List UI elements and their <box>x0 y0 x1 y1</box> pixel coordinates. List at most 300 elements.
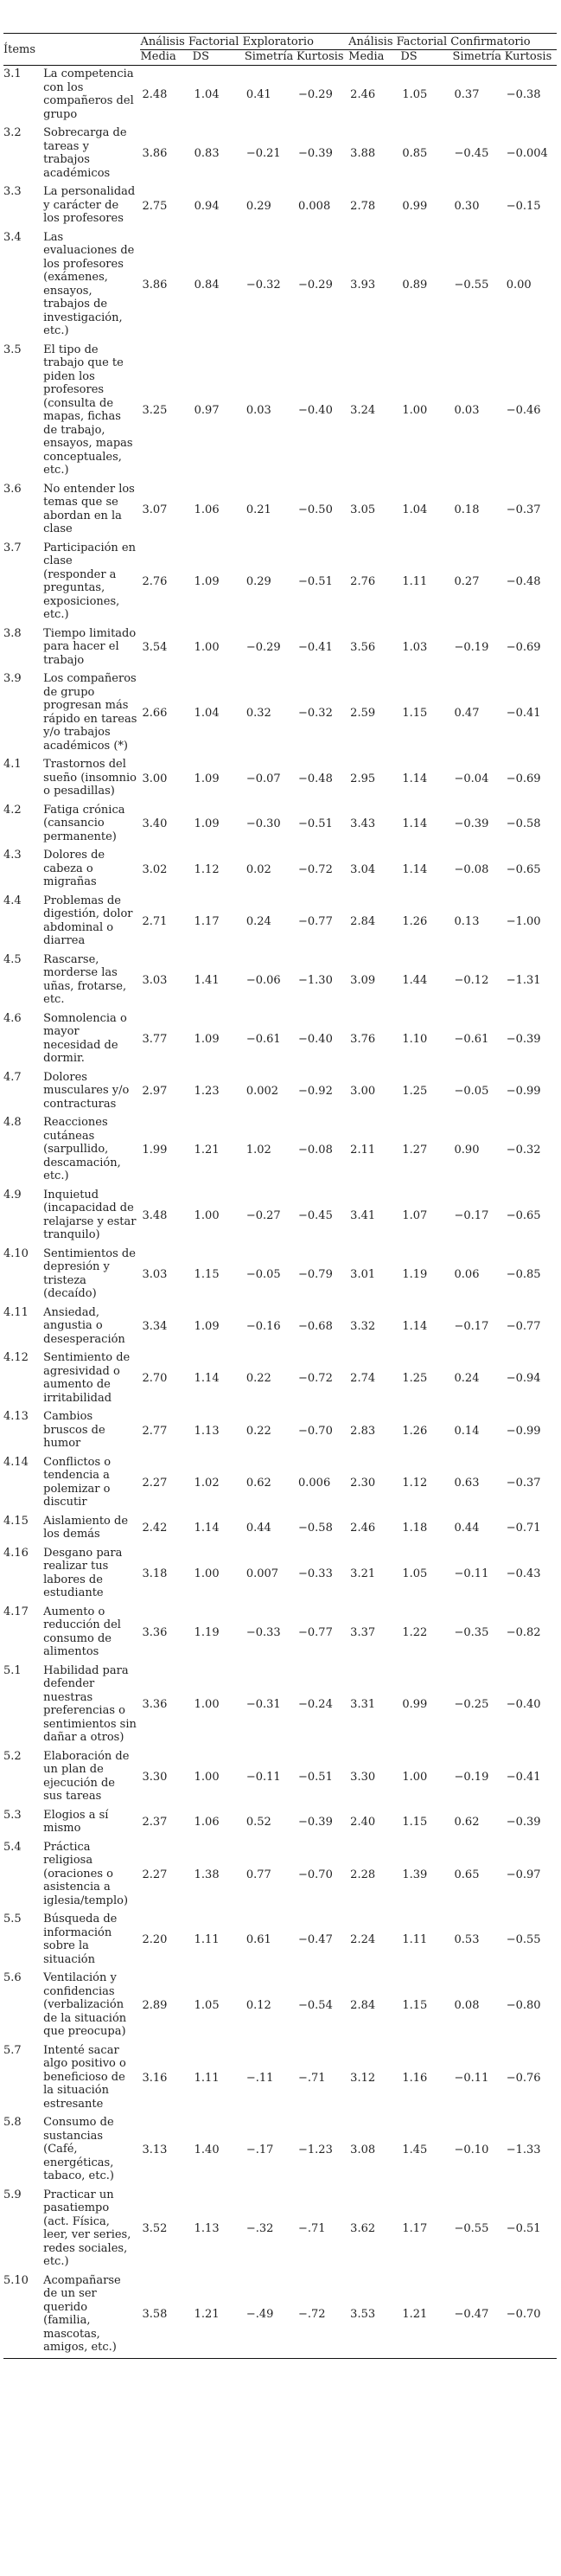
stat-value: −0.82 <box>506 1625 541 1639</box>
item-text: Práctica religiosa (oraciones o asistencia a iglesia/templo) <box>43 1840 129 1907</box>
stat-value: 0.30 <box>454 199 480 213</box>
stat-value: 3.37 <box>350 1625 376 1639</box>
stat-value: −0.39 <box>298 1816 333 1829</box>
stat-value: −0.48 <box>298 772 333 785</box>
stat-value: −0.24 <box>298 1698 333 1712</box>
stat-value: 1.14 <box>402 862 428 876</box>
stat-value: 1.23 <box>194 1085 220 1098</box>
stat-value: 3.00 <box>350 1085 376 1098</box>
stat-value: −0.39 <box>506 1816 541 1829</box>
item-text: Dolores de cabeza o migrañas <box>43 849 105 888</box>
stat-value: −1.23 <box>298 2143 333 2156</box>
items-column-header: Ítems <box>3 34 140 66</box>
stat-value: 2.83 <box>350 1424 376 1438</box>
stat-value: 3.02 <box>142 862 168 876</box>
stat-value: 1.21 <box>400 2272 452 2359</box>
stat-value: −0.65 <box>506 862 541 876</box>
stat-value: 1.12 <box>194 862 220 876</box>
stat-value: 0.29 <box>245 199 271 213</box>
table-row <box>3 1513 557 1545</box>
stat-value: 2.76 <box>350 575 376 589</box>
stat-value: −.17 <box>245 2143 274 2156</box>
item-number: 4.14 <box>3 1455 29 1469</box>
stat-value: 2.84 <box>350 1999 376 2012</box>
stat-value: 3.12 <box>350 2071 376 2085</box>
table-row <box>3 1807 557 1839</box>
stat-value: 1.17 <box>194 914 220 928</box>
stat-value: 3.03 <box>142 973 168 987</box>
item-number: 4.7 <box>3 1070 22 1084</box>
stat-value: 1.00 <box>194 1770 220 1784</box>
item-text: Sobrecarga de tareas y trabajos académicos <box>43 126 127 180</box>
stat-value: −0.05 <box>245 1267 281 1281</box>
stat-header: DS <box>193 49 245 66</box>
table-row <box>3 2114 557 2187</box>
stat-value: 0.63 <box>454 1476 480 1490</box>
stat-value: 1.14 <box>402 1320 428 1333</box>
item-text: Inquietud (incapacidad de relajarse y estar tranquilo) <box>43 1188 137 1241</box>
table-row <box>3 847 557 893</box>
stat-header: Simetría <box>453 49 505 66</box>
stat-value: −1.33 <box>506 2143 541 2156</box>
stat-value: 2.66 <box>142 706 168 720</box>
stat-value: −0.48 <box>506 575 541 589</box>
stat-value: −0.61 <box>454 1032 489 1046</box>
item-text: Intenté sacar algo positivo o beneficioso de la situación estresante <box>43 2043 126 2111</box>
stat-value: 1.06 <box>194 503 220 516</box>
stat-value: 2.27 <box>142 1476 168 1490</box>
stat-value: 1.05 <box>194 1999 220 2012</box>
table-row <box>3 1454 557 1513</box>
stat-value: −0.004 <box>506 147 548 161</box>
stat-value: 0.99 <box>402 1698 428 1712</box>
table-row <box>3 1010 557 1069</box>
stat-value: −0.41 <box>506 706 541 720</box>
stat-value: 1.09 <box>194 772 220 785</box>
stat-value: 0.99 <box>402 199 428 213</box>
stat-value: 0.22 <box>245 1372 271 1386</box>
stat-value: 2.40 <box>350 1816 376 1829</box>
stat-value: 2.24 <box>350 1933 376 1947</box>
stat-value: 2.89 <box>142 1999 168 2012</box>
stat-value: 0.52 <box>245 1816 271 1829</box>
stat-header: Kurtosis <box>296 49 348 66</box>
stat-value: 3.13 <box>142 2143 168 2156</box>
stat-value: 2.97 <box>142 1085 168 1098</box>
stat-value: 1.15 <box>402 706 428 720</box>
stat-value: 3.86 <box>142 278 168 292</box>
stat-value: 0.41 <box>245 88 271 102</box>
stat-value: −0.39 <box>454 817 489 830</box>
stat-value: −0.16 <box>245 1320 281 1333</box>
stat-value: 1.17 <box>402 2222 428 2236</box>
stat-value: 3.32 <box>350 1320 376 1333</box>
item-number: 4.13 <box>3 1410 29 1423</box>
table-row <box>3 1408 557 1454</box>
table-row <box>3 670 557 756</box>
stat-value: −0.79 <box>298 1267 333 1281</box>
item-text: Los compañeros de grupo progresan más rápido en tareas y/o trabajos académicos (*) <box>43 672 137 753</box>
stat-value: 0.53 <box>454 1933 480 1947</box>
item-text: Rascarse, morderse las uñas, frotarse, etc. <box>43 952 127 1006</box>
stat-value: −0.35 <box>454 1625 489 1639</box>
stat-value: −0.17 <box>454 1208 489 1222</box>
stat-value: −0.94 <box>506 1372 541 1386</box>
stat-value: 1.99 <box>142 1144 168 1157</box>
item-number: 3.5 <box>3 343 22 356</box>
item-text: Participación en clase (responder a preguntas, exposiciones, etc.) <box>43 541 136 621</box>
stat-value: 1.13 <box>194 1424 220 1438</box>
item-text: Desgano para realizar tus labores de estudiante <box>43 1546 123 1599</box>
stat-value: 0.007 <box>245 1567 279 1580</box>
stat-value: 0.84 <box>194 278 220 292</box>
stat-value: 1.15 <box>402 1999 428 2012</box>
stat-value: 3.01 <box>350 1267 376 1281</box>
stat-value: 0.12 <box>245 1999 271 2012</box>
item-text: Elaboración de un plan de ejecución de sus tareas <box>43 1749 130 1803</box>
stat-value: −0.58 <box>298 1522 333 1535</box>
stat-value: 1.18 <box>402 1522 428 1535</box>
stat-value: 0.24 <box>454 1372 480 1386</box>
item-text: Las evaluaciones de los profesores (exámenes, ensayos, trabajos de investigación, etc.) <box>43 230 135 337</box>
stat-value: 1.27 <box>402 1144 428 1157</box>
stat-value: 3.30 <box>350 1770 376 1784</box>
stat-value: 1.14 <box>194 1372 220 1386</box>
stat-value: 3.40 <box>142 817 168 830</box>
stat-value: −0.32 <box>245 278 281 292</box>
stat-value: 3.04 <box>350 862 376 876</box>
stat-value: −.71 <box>298 2222 326 2236</box>
item-text: Aumento o reducción del consumo de alimentos <box>43 1605 121 1658</box>
stat-value: −0.68 <box>298 1320 333 1333</box>
stat-value: −0.72 <box>298 1372 333 1386</box>
item-text: Consumo de sustancias (Café, energéticas, tabaco, etc.) <box>43 2116 114 2182</box>
stat-value: 1.11 <box>194 1933 220 1947</box>
stat-value: −0.08 <box>454 862 489 876</box>
stat-value: 1.06 <box>194 1816 220 1829</box>
table-row <box>3 2187 557 2272</box>
stat-value: −0.31 <box>245 1698 281 1712</box>
stat-value: −0.99 <box>506 1085 541 1098</box>
item-number: 4.4 <box>3 894 22 907</box>
stat-value: −0.51 <box>298 1770 333 1784</box>
stat-value: 1.02 <box>245 1144 271 1157</box>
table-row <box>3 952 557 1010</box>
stat-value: −0.17 <box>454 1320 489 1333</box>
stat-value: −0.47 <box>298 1933 333 1947</box>
stat-value: −0.21 <box>245 147 281 161</box>
item-number: 4.16 <box>3 1546 29 1560</box>
stat-value: 1.00 <box>402 404 428 418</box>
stat-value: 1.21 <box>194 1144 220 1157</box>
stat-value: 0.00 <box>506 278 532 292</box>
stat-header: Kurtosis <box>505 49 557 66</box>
item-number: 5.6 <box>3 1971 22 1984</box>
item-text: Dolores musculares y/o contracturas <box>43 1070 130 1111</box>
stat-value: 1.14 <box>402 817 428 830</box>
stat-value: 0.14 <box>454 1424 480 1438</box>
item-number: 5.9 <box>3 2188 22 2201</box>
item-text: Tiempo limitado para hacer el trabajo <box>43 626 137 667</box>
stat-value: −0.51 <box>298 575 333 589</box>
item-number: 4.6 <box>3 1011 22 1025</box>
item-number: 5.3 <box>3 1808 22 1822</box>
stat-value: 0.32 <box>245 706 271 720</box>
stat-value: 1.13 <box>194 2222 220 2236</box>
stat-value: −0.55 <box>506 1933 541 1947</box>
stat-value: 1.26 <box>402 1424 428 1438</box>
stat-value: −1.31 <box>506 973 541 987</box>
table-row <box>3 1349 557 1408</box>
item-number: 3.9 <box>3 672 22 685</box>
stat-header: Simetría <box>245 49 296 66</box>
table-row <box>3 342 557 481</box>
stat-value: −0.76 <box>506 2071 541 2085</box>
stat-value: 3.62 <box>350 2222 376 2236</box>
stat-value: −0.80 <box>506 1999 541 2012</box>
stat-value: −.11 <box>245 2071 274 2085</box>
table-row <box>3 1839 557 1912</box>
item-number: 4.1 <box>3 758 22 771</box>
stat-value: 2.42 <box>142 1522 168 1535</box>
item-number: 5.4 <box>3 1840 22 1854</box>
stat-value: 2.95 <box>350 772 376 785</box>
item-number: 3.4 <box>3 230 22 244</box>
stat-value: 1.25 <box>402 1085 428 1098</box>
table-row <box>3 1114 557 1187</box>
stat-value: 3.54 <box>142 641 168 654</box>
item-number: 5.5 <box>3 1913 22 1926</box>
stat-value: 0.03 <box>454 404 480 418</box>
stat-value: 1.04 <box>402 503 428 516</box>
stat-value: 2.28 <box>350 1868 376 1881</box>
stat-value: 0.44 <box>245 1522 271 1535</box>
stat-value: 3.30 <box>142 1770 168 1784</box>
item-number: 5.2 <box>3 1749 22 1763</box>
stat-value: 3.09 <box>350 973 376 987</box>
item-text: Conflictos o tendencia a polemizar o discutir <box>43 1455 112 1509</box>
stat-value: −0.30 <box>245 817 281 830</box>
stat-value: −0.41 <box>298 641 333 654</box>
stat-value: 0.89 <box>402 278 428 292</box>
table-row <box>3 1304 557 1350</box>
item-text: Fatiga crónica (cansancio permanente) <box>43 803 125 843</box>
table-row <box>3 66 557 125</box>
stat-value: −0.11 <box>454 1567 489 1580</box>
item-number: 4.3 <box>3 849 22 862</box>
stat-value: 3.25 <box>142 404 168 418</box>
stat-value: 3.88 <box>350 147 376 161</box>
item-text: Trastornos del sueño (insomnio o pesadillas) <box>43 758 137 798</box>
stat-value: −0.40 <box>298 404 333 418</box>
stat-value: 1.44 <box>402 973 428 987</box>
stat-header: Media <box>140 49 192 66</box>
stat-value: 3.16 <box>142 2071 168 2085</box>
item-text: La personalidad y carácter de los profesores <box>43 185 136 225</box>
item-number: 3.7 <box>3 541 22 554</box>
stat-value: 1.04 <box>194 706 220 720</box>
stat-value: 1.02 <box>194 1476 220 1490</box>
stat-value: 0.44 <box>454 1522 480 1535</box>
stat-value: −0.71 <box>506 1522 541 1535</box>
table-row <box>3 1187 557 1246</box>
stat-value: 2.30 <box>350 1476 376 1490</box>
stat-value: 3.00 <box>142 772 168 785</box>
item-text: Somnolencia o mayor necesidad de dormir. <box>43 1011 127 1065</box>
stat-value: 0.62 <box>454 1816 480 1829</box>
stat-value: 0.94 <box>194 199 220 213</box>
stat-value: −0.29 <box>245 641 281 654</box>
stat-value: 3.31 <box>350 1698 376 1712</box>
stat-value: 1.14 <box>194 1522 220 1535</box>
item-number: 5.8 <box>3 2116 22 2129</box>
stat-value: 2.71 <box>142 914 168 928</box>
item-text: Problemas de digestión, dolor abdominal o diarrea <box>43 894 133 947</box>
stat-value: 3.07 <box>142 503 168 516</box>
stat-value: −0.41 <box>506 1770 541 1784</box>
table-row <box>3 893 557 952</box>
stat-value: −0.45 <box>298 1208 333 1222</box>
stat-value: −0.40 <box>506 1698 541 1712</box>
item-text: Reacciones cutáneas (sarpullido, descamación, etc.) <box>43 1116 121 1182</box>
stat-value: 2.74 <box>350 1372 376 1386</box>
stat-value: 2.77 <box>142 1424 168 1438</box>
stat-value: 0.24 <box>245 914 271 928</box>
table-row <box>3 481 557 540</box>
stat-value: 0.47 <box>454 706 480 720</box>
stat-value: 3.56 <box>350 641 376 654</box>
item-text: Sentimientos de depresión y tristeza (decaído) <box>43 1246 136 1300</box>
item-text: La competencia con los compañeros del grupo <box>43 67 134 121</box>
stat-value: −0.72 <box>298 862 333 876</box>
stat-value: −0.11 <box>245 1770 281 1784</box>
stat-value: 2.46 <box>350 1522 376 1535</box>
item-text: Cambios bruscos de humor <box>43 1410 105 1450</box>
stat-value: −0.29 <box>298 88 333 102</box>
stat-value: 3.05 <box>350 503 376 516</box>
stat-value: −0.92 <box>298 1085 333 1098</box>
stat-value: −0.58 <box>506 817 541 830</box>
stat-value: 2.48 <box>142 88 168 102</box>
stat-value: 1.04 <box>194 88 220 102</box>
stat-value: 1.45 <box>402 2143 428 2156</box>
item-number: 5.10 <box>3 2272 43 2359</box>
stat-value: 2.46 <box>350 88 376 102</box>
stat-value: 3.18 <box>142 1567 168 1580</box>
table-row <box>3 1604 557 1663</box>
table-row <box>3 2042 557 2115</box>
stat-value: −0.55 <box>454 278 489 292</box>
stat-value: −0.51 <box>298 817 333 830</box>
stat-value: −0.19 <box>454 641 489 654</box>
stat-value: 0.08 <box>454 1999 480 2012</box>
stat-value: −0.19 <box>454 1770 489 1784</box>
stat-value: 0.006 <box>298 1476 331 1490</box>
table-row <box>3 2272 557 2359</box>
stat-value: −0.33 <box>245 1625 281 1639</box>
stat-value: 1.05 <box>402 1567 428 1580</box>
stat-value: 3.76 <box>350 1032 376 1046</box>
stat-value: 3.53 <box>348 2272 400 2359</box>
stat-value: −0.40 <box>298 1032 333 1046</box>
stat-value: 1.39 <box>402 1868 428 1881</box>
stat-value: 0.21 <box>245 503 271 516</box>
stat-value: 1.14 <box>402 772 428 785</box>
stat-value: 3.08 <box>350 2143 376 2156</box>
stat-value: 2.20 <box>142 1933 168 1947</box>
stat-value: −0.70 <box>298 1424 333 1438</box>
stat-value: −.49 <box>245 2272 296 2359</box>
item-number: 5.1 <box>3 1663 22 1677</box>
stat-value: −0.37 <box>506 503 541 516</box>
stat-value: 1.11 <box>402 575 428 589</box>
stat-value: 1.09 <box>194 1032 220 1046</box>
stat-value: 1.12 <box>402 1476 428 1490</box>
stat-value: 0.02 <box>245 862 271 876</box>
table-body <box>3 66 557 2359</box>
stat-value: −0.85 <box>506 1267 541 1281</box>
stat-value: −0.10 <box>454 2143 489 2156</box>
stat-value: −0.47 <box>453 2272 505 2359</box>
stat-value: −0.32 <box>298 706 333 720</box>
stat-value: −0.69 <box>506 641 541 654</box>
item-number: 3.8 <box>3 626 22 640</box>
stat-value: 3.36 <box>142 1625 168 1639</box>
stat-value: −0.50 <box>298 503 333 516</box>
stat-value: −0.61 <box>245 1032 281 1046</box>
stat-value: 0.65 <box>454 1868 480 1881</box>
stat-value: 1.19 <box>402 1267 428 1281</box>
stat-value: 0.18 <box>454 503 480 516</box>
stat-value: 1.40 <box>194 2143 220 2156</box>
stat-value: 2.78 <box>350 199 376 213</box>
stat-value: 3.34 <box>142 1320 168 1333</box>
item-text: Acompañarse de un ser querido (familia, mascotas, amigos, etc.) <box>43 2272 140 2359</box>
stat-value: 1.07 <box>402 1208 428 1222</box>
stat-value: 2.37 <box>142 1816 168 1829</box>
stat-value: 0.03 <box>245 404 271 418</box>
stat-value: 0.77 <box>245 1868 271 1881</box>
stat-value: 1.00 <box>194 641 220 654</box>
item-statistics-table <box>3 33 557 2359</box>
stat-value: −0.39 <box>298 147 333 161</box>
stat-value: 2.84 <box>350 914 376 928</box>
stat-value: 1.21 <box>193 2272 245 2359</box>
stat-value: 3.52 <box>142 2222 168 2236</box>
cfa-group-header: Análisis Factorial Confirmatorio <box>348 34 557 50</box>
item-number: 4.5 <box>3 952 22 966</box>
stat-value: 3.93 <box>350 278 376 292</box>
stat-value: −0.33 <box>298 1567 333 1580</box>
stat-value: 3.03 <box>142 1267 168 1281</box>
item-number: 4.9 <box>3 1188 22 1201</box>
stat-value: 2.11 <box>350 1144 376 1157</box>
stat-value: −.71 <box>298 2071 326 2085</box>
item-text: Búsqueda de información sobre la situación <box>43 1913 118 1966</box>
stat-value: 1.25 <box>402 1372 428 1386</box>
stat-value: −.72 <box>296 2272 348 2359</box>
stat-value: −0.54 <box>298 1999 333 2012</box>
stat-value: 1.10 <box>402 1032 428 1046</box>
table-row <box>3 1246 557 1304</box>
stat-value: 1.15 <box>402 1816 428 1829</box>
table-row <box>3 1069 557 1115</box>
stat-value: 0.62 <box>245 1476 271 1490</box>
item-number: 4.15 <box>3 1514 29 1528</box>
stat-value: 1.00 <box>194 1567 220 1580</box>
item-number: 3.2 <box>3 126 22 139</box>
item-number: 4.8 <box>3 1116 22 1129</box>
